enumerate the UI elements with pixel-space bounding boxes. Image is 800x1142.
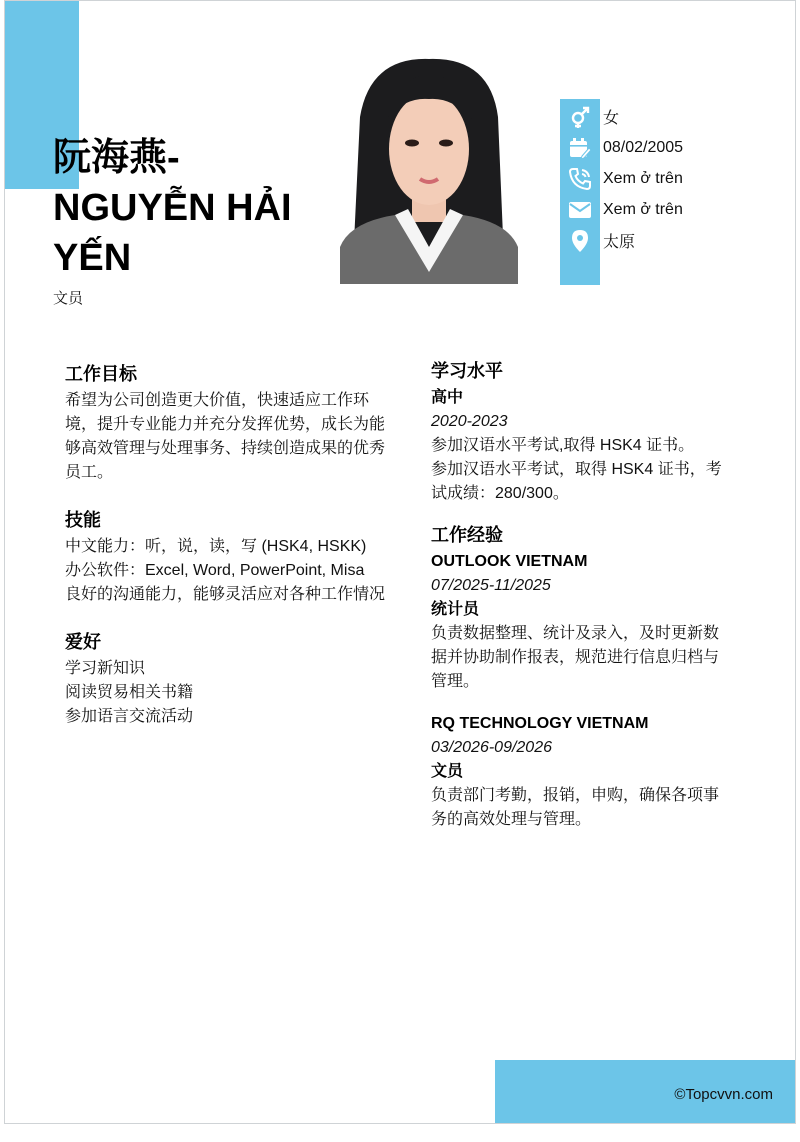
- profile-photo: [340, 57, 518, 284]
- left-column: [65, 361, 387, 751]
- gender-icon: [560, 101, 600, 132]
- phone-icon: [560, 163, 600, 194]
- right-column: [431, 358, 731, 854]
- job-period: 03/2026-09/2026: [431, 739, 552, 756]
- hobby-item: 阅读贸易相关书籍: [65, 684, 194, 701]
- objective-section: [65, 361, 387, 485]
- contact-email: Xem ở trên: [560, 194, 790, 225]
- contact-gender: 女: [560, 101, 790, 132]
- skill-item: 办公软件：Excel, Word, PowerPoint, Misa: [65, 562, 365, 579]
- education-period: 2020-2023: [431, 413, 508, 430]
- job-entry: [431, 712, 731, 832]
- skills-section: [65, 507, 387, 607]
- education-line: 参加汉语水平考试，取得 HSK4 证书，考试成绩：280/300。: [431, 461, 722, 502]
- job-company: OUTLOOK VIETNAM: [431, 553, 588, 570]
- school-name: 高中: [431, 389, 464, 406]
- objective-title: 工作目标: [65, 364, 137, 384]
- education-section: [431, 358, 731, 506]
- job-company: RQ TECHNOLOGY VIETNAM: [431, 715, 649, 732]
- education-title: 学习水平: [431, 361, 503, 381]
- email-icon: [560, 194, 600, 225]
- skills-title: 技能: [65, 510, 101, 530]
- contact-location: 太原: [560, 225, 790, 256]
- contact-phone: Xem ở trên: [560, 163, 790, 194]
- objective-text: 希望为公司创造更大价值，快速适应工作环境，提升专业能力并充分发挥优势，成长为能够高效管理与处理事务、持续创造成果的优秀员工。: [65, 392, 386, 481]
- candidate-role: 文员: [53, 290, 84, 307]
- job-description: 负责数据整理、统计及录入，及时更新数据并协助制作报表，规范进行信息归档与管理。: [431, 625, 720, 690]
- contact-birthday: 08/02/2005: [560, 132, 790, 163]
- resume-page: [4, 0, 796, 1124]
- job-position: 统计员: [431, 601, 480, 618]
- job-description: 负责部门考勤，报销，申购，确保各项事务的高效处理与管理。: [431, 787, 720, 828]
- skill-item: 良好的沟通能力，能够灵活应对各种工作情况: [65, 586, 386, 603]
- experience-section: [431, 522, 731, 832]
- job-entry: [431, 550, 731, 694]
- hobbies-title: 爱好: [65, 632, 101, 652]
- hobby-item: 学习新知识: [65, 660, 146, 677]
- calendar-icon: [560, 132, 600, 163]
- candidate-name: 阮海燕-NGUYỄN HẢI YẾN: [53, 137, 292, 279]
- hobbies-section: [65, 629, 387, 729]
- skill-item: 中文能力：听，说，读，写 (HSK4, HSKK): [65, 538, 367, 555]
- hobby-item: 参加语言交流活动: [65, 708, 194, 725]
- job-position: 文员: [431, 763, 464, 780]
- location-icon: [560, 225, 600, 256]
- experience-title: 工作经验: [431, 525, 503, 545]
- education-line: 参加汉语水平考试,取得 HSK4 证书。: [431, 437, 695, 454]
- footer-copyright: ©Topcvvn.com: [674, 1086, 773, 1103]
- job-period: 07/2025-11/2025: [431, 577, 551, 594]
